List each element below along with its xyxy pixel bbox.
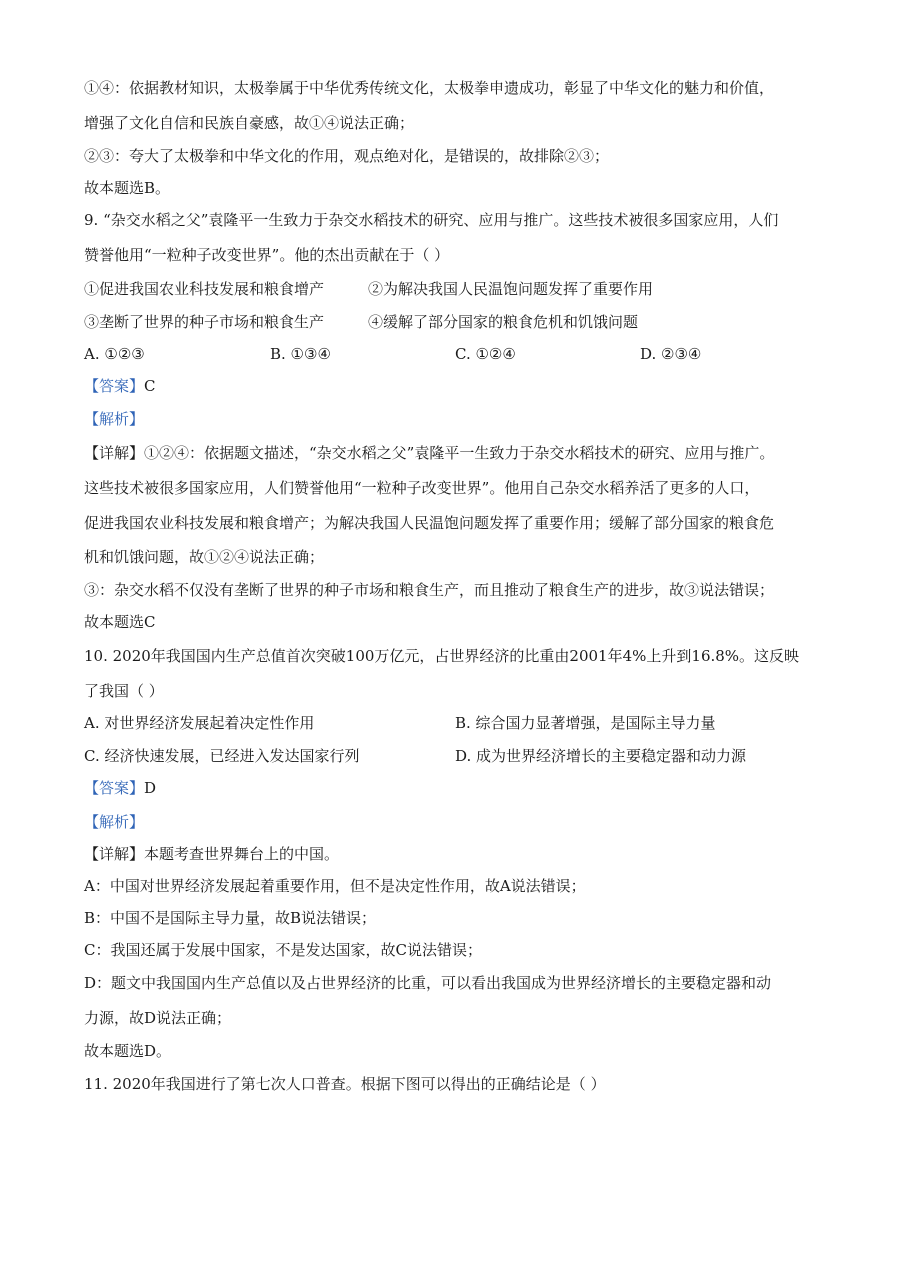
q10-option-b: B. 综合国力显著增强，是国际主导力量 <box>455 714 716 732</box>
q9-detail-line-1: 【详解】①②④：依据题文描述，“杂交水稻之父”袁隆平一生致力于杂交水稻技术的研究、应用与推广。 <box>84 444 775 462</box>
q9-item-1: ①促进我国农业科技发展和粮食增产 <box>84 280 325 298</box>
answer-value: C <box>144 377 156 395</box>
prev-analysis-line-2: 增强了文化自信和民族自豪感，故①④说法正确； <box>84 114 415 132</box>
q9-analysis-tag: 【解析】 <box>84 410 145 428</box>
q10-stem-line-2: 了我国（ ） <box>84 682 164 700</box>
q10-analysis-tag: 【解析】 <box>84 813 145 831</box>
q9-stem-line-2: 赞誉他用“一粒种子改变世界”。他的杰出贡献在于（ ） <box>84 246 450 264</box>
answer-tag: 【答案】 <box>84 779 145 797</box>
prev-analysis-line-3: ②③：夸大了太极拳和中华文化的作用，观点绝对化，是错误的，故排除②③； <box>84 147 610 165</box>
q10-answer <box>84 778 156 798</box>
q10-detail-line-2: A：中国对世界经济发展起着重要作用，但不是决定性作用，故A说法错误； <box>84 877 586 895</box>
q9-option-b: B. ①③④ <box>270 345 331 363</box>
q10-detail-line-4: C：我国还属于发展中国家，不是发达国家，故C说法错误； <box>84 941 482 959</box>
q9-stem-line-1: 9. “杂交水稻之父”袁隆平一生致力于杂交水稻技术的研究、应用与推广。这些技术被很多国家应用，人们 <box>84 211 779 229</box>
q9-option-a: A. ①②③ <box>84 345 145 363</box>
q10-detail-line-6: 力源，故D说法正确； <box>84 1009 232 1027</box>
prev-conclusion: 故本题选B。 <box>84 179 171 197</box>
q11-stem-line-1: 11. 2020年我国进行了第七次人口普查。根据下图可以得出的正确结论是（ ） <box>84 1075 606 1093</box>
q10-stem-line-1: 10. 2020年我国国内生产总值首次突破100万亿元，占世界经济的比重由2001年4%上升到16.8%。这反映 <box>84 647 800 665</box>
q9-item-2: ②为解决我国人民温饱问题发挥了重要作用 <box>368 280 654 298</box>
answer-tag: 【答案】 <box>84 377 145 395</box>
q10-detail-line-1: 【详解】本题考查世界舞台上的中国。 <box>84 845 340 863</box>
q9-item-3: ③垄断了世界的种子市场和粮食生产 <box>84 313 325 331</box>
prev-analysis-line-1: ①④：依据教材知识，太极拳属于中华优秀传统文化，太极拳申遗成功，彰显了中华文化的魅力和价值， <box>84 79 775 97</box>
answer-value: D <box>144 779 157 797</box>
q10-detail-line-3: B：中国不是国际主导力量，故B说法错误； <box>84 909 377 927</box>
q10-option-c: C. 经济快速发展，已经进入发达国家行列 <box>84 747 360 765</box>
q9-item-4: ④缓解了部分国家的粮食危机和饥饿问题 <box>368 313 639 331</box>
q9-detail-line-5: ③：杂交水稻不仅没有垄断了世界的种子市场和粮食生产，而且推动了粮食生产的进步，故③说法错误； <box>84 581 775 599</box>
q9-option-c: C. ①②④ <box>455 345 516 363</box>
q9-detail-line-2: 这些技术被很多国家应用，人们赞誉他用“一粒种子改变世界”。他用自己杂交水稻养活了更多的人口， <box>84 479 760 497</box>
q9-detail-line-3: 促进我国农业科技发展和粮食增产；为解决我国人民温饱问题发挥了重要作用；缓解了部分国家的粮食危 <box>84 514 775 532</box>
q9-detail-line-4: 机和饥饿问题，故①②④说法正确； <box>84 548 325 566</box>
q10-option-d: D. 成为世界经济增长的主要稳定器和动力源 <box>455 747 747 765</box>
q9-option-d: D. ②③④ <box>640 345 702 363</box>
q10-detail-line-5: D：题文中我国国内生产总值以及占世界经济的比重，可以看出我国成为世界经济增长的主要稳定器和动 <box>84 974 772 992</box>
q9-answer <box>84 376 156 396</box>
q9-conclusion: 故本题选C <box>84 613 156 631</box>
q10-conclusion: 故本题选D。 <box>84 1042 172 1060</box>
q10-option-a: A. 对世界经济发展起着决定性作用 <box>84 714 315 732</box>
